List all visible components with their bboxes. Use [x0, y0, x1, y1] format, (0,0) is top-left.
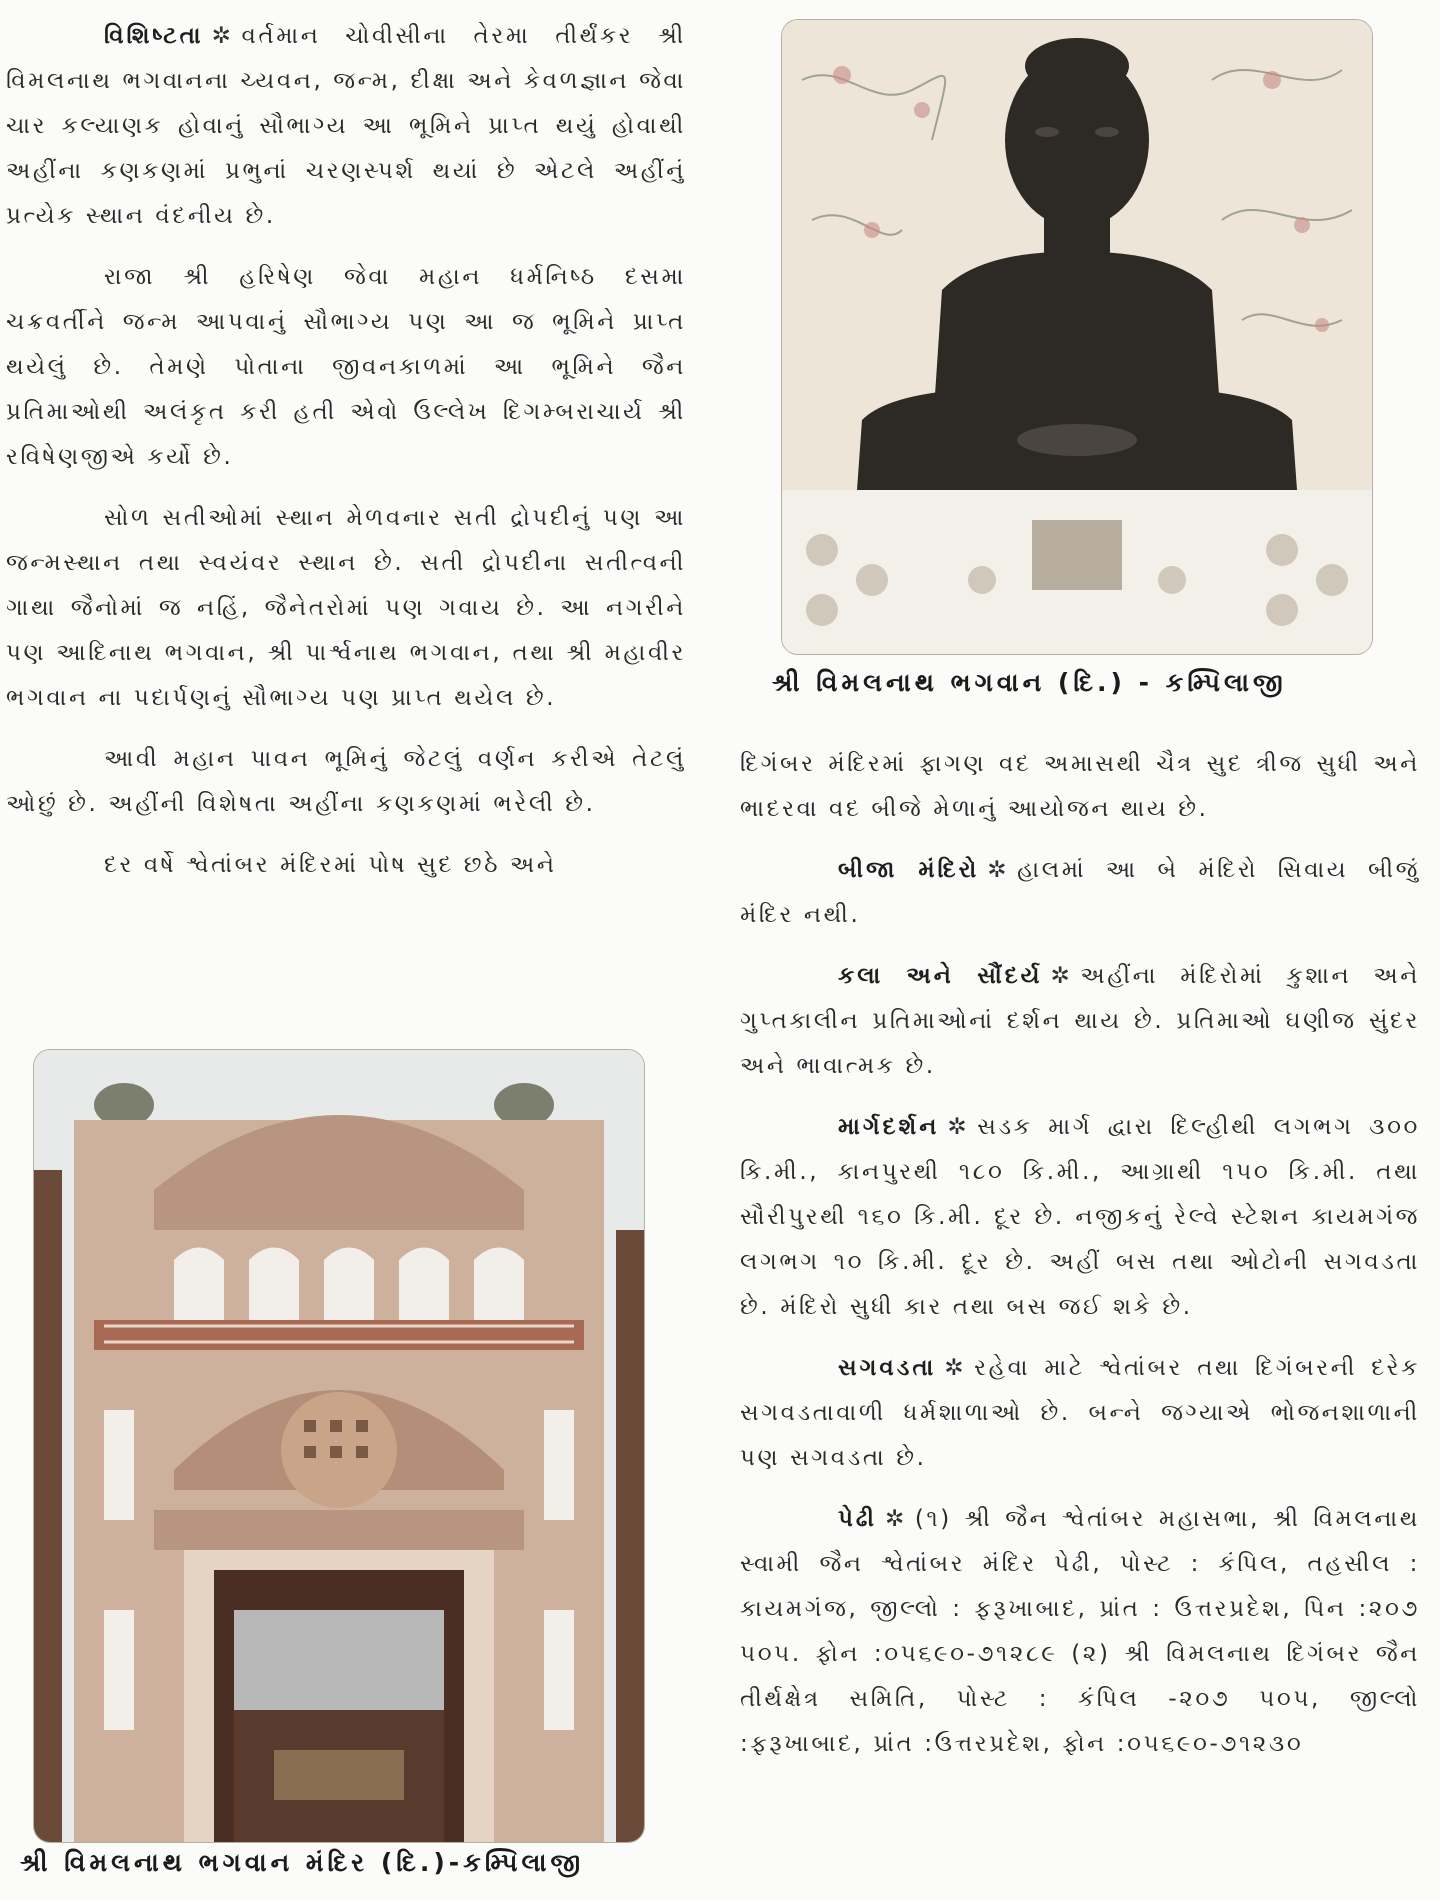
paragraph-margdarshan: [740, 1105, 1420, 1330]
section-heading-kala: કલા અને સૌંદર્ય: [838, 963, 1043, 989]
paragraph-bija-mandiro: [740, 848, 1420, 938]
paragraph-text: હાલમાં આ બે મંદિરો સિવાય બીજું મંદિર નથી.: [740, 857, 1420, 928]
idol-photo: [782, 20, 1372, 654]
temple-photo: [34, 1050, 644, 1842]
paragraph-mela-start: દર વર્ષે શ્વેતાંબર મંદિરમાં પોષ સુદ છઠે અને: [104, 852, 557, 878]
paragraph-mela: દિગંબર મંદિરમાં ફાગણ વદ અમાસથી ચૈત્ર સુદ ત્રીજ સુધી અને ભાદરવા વદ બીજે મેળાનું આયોજન થાય છે.: [740, 751, 1420, 822]
right-column: [740, 742, 1420, 1783]
paragraph-kala: [740, 954, 1420, 1089]
paragraph-harishen: રાજા શ્રી હરિષેણ જેવા મહાન ધર્મનિષ્ઠ દસમા ચક્રવર્તીને જન્મ આપવાનું સૌભાગ્ય પણ આ જ ભૂમિને પ્રાપ્ત થયેલું છે. તેમણે પોતાના જીવનકાળમાં આ ભૂમિને જૈન પ્રતિમાઓથી અલંકૃત કરી હતી એવો ઉલ્લેખ દિગમ્બરાચાર્ય શ્રી રવિષેણજીએ કર્યો છે.: [6, 264, 686, 470]
left-column: [6, 14, 686, 904]
paragraph-text: રહેવા માટે શ્વેતાંબર તથા દિગંબરની દરેક સગવડતાવાળી ધર્મશાળાઓ છે. બન્ને જગ્યાએ ભોજનશાળાની પણ સગવડતા છે.: [740, 1355, 1420, 1471]
asterisk-separator: ✲: [944, 1355, 967, 1381]
paragraph-sagavadta: [740, 1346, 1420, 1481]
asterisk-separator: ✲: [211, 23, 234, 49]
asterisk-separator: ✲: [1050, 963, 1073, 989]
section-heading-margdarshan: માર્ગદર્શન: [838, 1114, 940, 1140]
section-heading-bija-mandiro: બીજા મંદિરો: [838, 857, 980, 883]
paragraph-text: વર્તમાન ચોવીસીના તેરમા તીર્થંકર શ્રી વિમલનાથ ભગવાનના ચ્યવન, જન્મ, દીક્ષા અને કેવળજ્ઞાન જેવા ચાર કલ્યાણક હોવાનું સૌભાગ્ય આ ભૂમિને પ્રાપ્ત થયું હોવાથી અહીંના કણકણમાં પ્રભુનાં ચરણસ્પર્શ થયાં છે એટલે અહીંનું પ્રત્યેક સ્થાન વંદનીય છે.: [6, 23, 686, 229]
paragraph-visheshta: [6, 14, 686, 239]
paragraph-text: સડક માર્ગ દ્વારા દિલ્હીથી લગભગ ૩૦૦ કિ.મી., કાનપુરથી ૧૮૦ કિ.મી., આગ્રાથી ૧૫૦ કિ.મી. તથા સૌરીપુરથી ૧૬૦ કિ.મી. દૂર છે. નજીકનું રેલ્વે સ્ટેશન કાયમગંજ લગભગ ૧૦ કિ.મી. દૂર છે. અહીં બસ તથા ઓટોની સગવડતા છે. મંદિરો સુધી કાર તથા બસ જઈ શકે છે.: [740, 1114, 1420, 1320]
paragraph-text: (૧) શ્રી જૈન શ્વેતાંબર મહાસભા, શ્રી વિમલનાથ સ્વામી જૈન શ્વેતાંબર મંદિર પેઢી, પોસ્ટ : કંપિલ, તહસીલ : કાયમગંજ, જીલ્લો : ફરૂખાબાદ, પ્રાંત : ઉત્તરપ્રદેશ, પિન :૨૦૭ ૫૦૫. ફોન :૦૫૬૯૦-૭૧૨૮૯ (૨) શ્રી વિમલનાથ દિગંબર જૈન તીર્થક્ષેત્ર સમિતિ, પોસ્ટ : કંપિલ -૨૦૭ ૫૦૫, જીલ્લો :ફરૂખાબાદ, પ્રાંત :ઉત્તરપ્રદેશ, ફોન :૦૫૬૯૦-૭૧૨૩૦: [740, 1506, 1420, 1757]
paragraph-text: અહીંના મંદિરોમાં કુશાન અને ગુપ્તકાલીન પ્રતિમાઓનાં દર્શન થાય છે. પ્રતિમાઓ ઘણીજ સુંદર અને ભાવાત્મક છે.: [740, 963, 1420, 1079]
asterisk-separator: ✲: [947, 1114, 970, 1140]
paragraph-dropadi: સોળ સતીઓમાં સ્થાન મેળવનાર સતી દ્રોપદીનું પણ આ જન્મસ્થાન તથા સ્વયંવર સ્થાન છે. સતી દ્રોપદીના સતીત્વની ગાથા જૈનોમાં જ નહિં, જૈનેતરોમાં પણ ગવાય છે. આ નગરીને પણ આદિનાથ ભગવાન, શ્રી પાર્શ્વનાથ ભગવાન, તથા શ્રી મહાવીર ભગવાન ના પદાર્પણનું સૌભાગ્ય પણ પ્રાપ્ત થયેલ છે.: [6, 505, 686, 711]
section-heading-sagavadta: સગવડતા: [838, 1355, 937, 1381]
idol-caption: શ્રી વિમલનાથ ભગવાન (દિ.) - કમ્પિલાજી: [772, 668, 1287, 697]
paragraph-pedhi: [740, 1497, 1420, 1767]
asterisk-separator: ✲: [884, 1506, 907, 1532]
section-heading-pedhi: પેઢી: [838, 1506, 877, 1532]
asterisk-separator: ✲: [987, 857, 1010, 883]
temple-caption: શ્રી વિમલનાથ ભગવાન મંદિર (દિ.)-કમ્પિલાજી: [20, 1848, 585, 1877]
paragraph-pavan-bhumi: આવી મહાન પાવન ભૂમિનું જેટલું વર્ણન કરીએ તેટલું ઓછું છે. અહીંની વિશેષતા અહીંના કણકણમાં ભરેલી છે.: [6, 746, 686, 817]
section-heading-visheshta: વિશિષ્ટતા: [104, 23, 204, 49]
